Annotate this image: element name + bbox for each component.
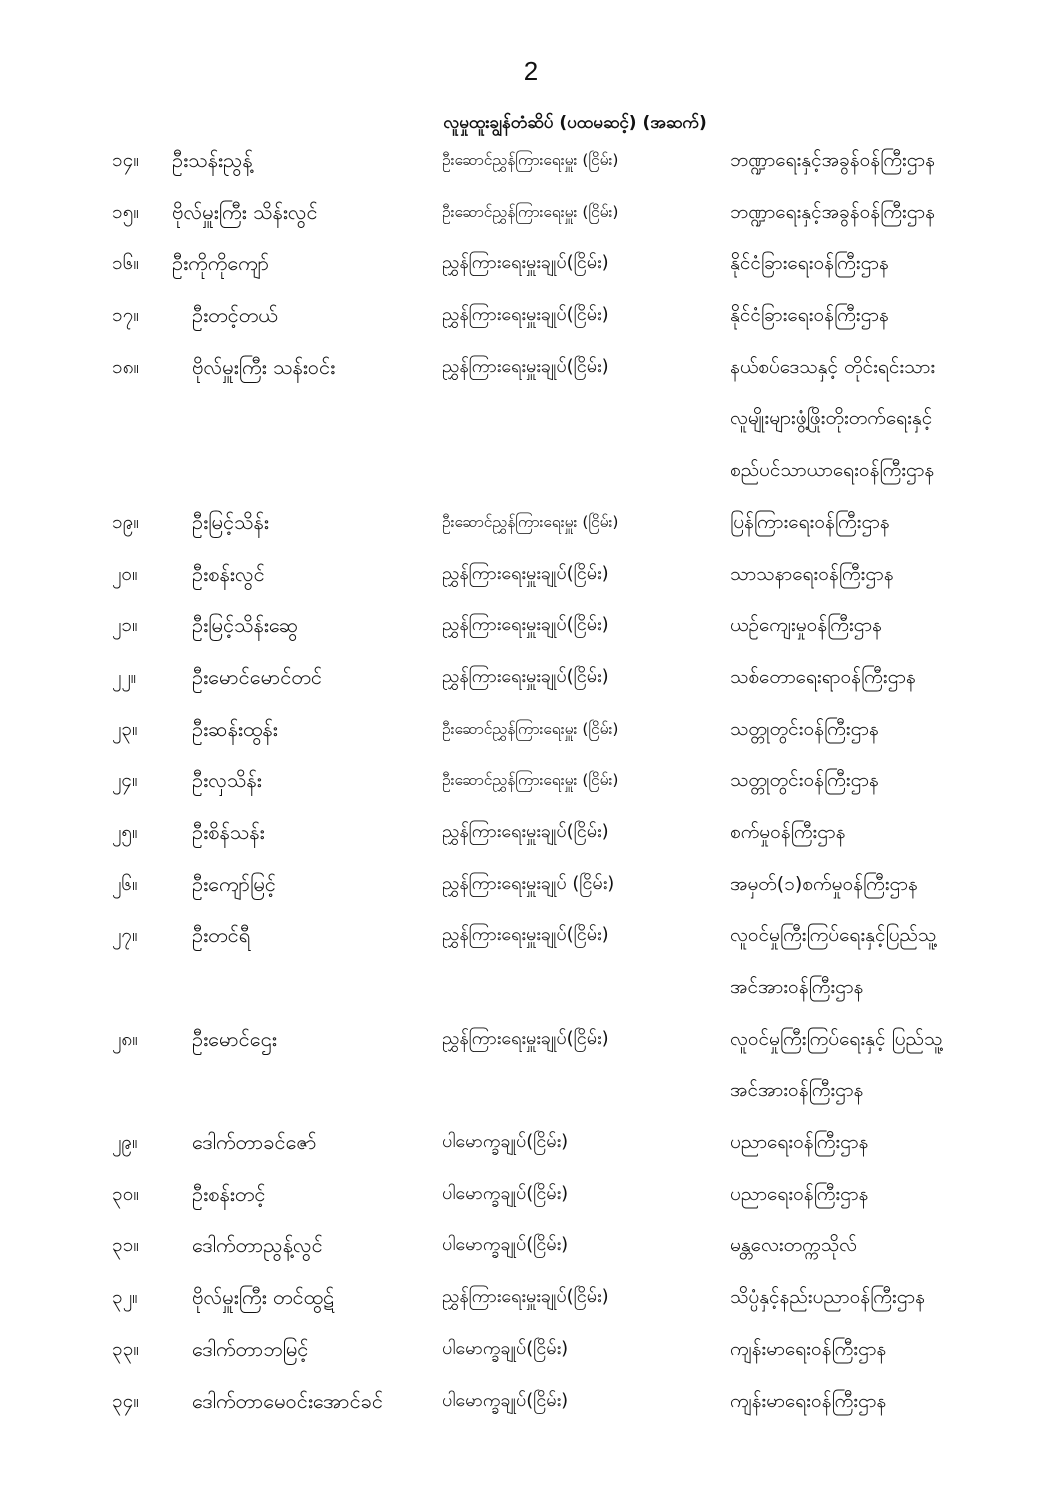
list-item-line [0,1379,1062,1431]
list-item [0,1017,1062,1120]
recipient-name: ဦးစိန်သန်း [192,819,265,844]
recipient-rank: ဦးဆောင်ညွှန်ကြားရေးမှူး (ငြိမ်း) [442,202,619,221]
recipient-rank: ဦးဆောင်ညွှန်ကြားရေးမှူး (ငြိမ်း) [442,151,619,169]
list-item [0,707,1062,759]
list-item [0,190,1062,242]
list-item-line [0,1327,1062,1379]
recipient-rank: ညွှန်ကြားရေးမှူးချုပ်(ငြိမ်း) [442,252,609,274]
item-number: ၁၆။ [112,252,140,275]
list-item [0,241,1062,293]
page-number: 2 [523,56,539,86]
list-item-continuation [0,448,1062,500]
award-list [0,138,1062,1430]
recipient-rank: ညွှန်ကြားရေးမှူးချုပ် (ငြိမ်း) [442,872,615,894]
item-number: ၂၅။ [112,820,138,843]
list-item [0,138,1062,190]
recipient-rank: ဦးဆောင်ညွှန်ကြားရေးမှူး (ငြိမ်း) [442,719,619,738]
recipient-rank: ပါမောက္ခချုပ်(ငြိမ်း) [442,1337,569,1359]
list-item [0,603,1062,655]
list-item [0,862,1062,914]
list-item [0,913,1062,1016]
list-item-line [0,707,1062,759]
recipient-ministry-continued: အင်အားဝန်ကြီးဌာန [730,1079,864,1102]
recipient-ministry: ကျန်းမာရေးဝန်ကြီးဌာန [730,1337,887,1360]
recipient-ministry-continued: အင်အားဝန်ကြီးဌာန [730,976,864,998]
recipient-rank: ညွှန်ကြားရေးမှူးချုပ်(ငြိမ်း) [442,562,609,584]
item-number: ၃၃။ [112,1337,140,1360]
recipient-name: ဒေါက်တာမေဝင်းအောင်ခင် [192,1388,384,1413]
list-item [0,500,1062,552]
list-item-line [0,603,1062,655]
recipient-ministry: သိပ္ပံနှင့်နည်းပညာဝန်ကြီးဌာန [730,1286,925,1309]
list-item [0,758,1062,810]
recipient-ministry: ပညာရေးဝန်ကြီးဌာန [730,1131,869,1154]
recipient-rank: ညွှန်ကြားရေးမှူးချုပ်(ငြိမ်း) [442,924,609,946]
recipient-ministry: မန္တလေးတက္ကသိုလ် [730,1234,857,1257]
item-number: ၂၀။ [112,562,138,585]
recipient-name: ဒေါက်တာဘမြင့် [192,1336,309,1361]
recipient-name: ဦးလှသိန်း [192,768,262,793]
list-item [0,810,1062,862]
list-item [0,1379,1062,1431]
item-number: ၁၅။ [112,200,140,223]
item-number: ၂၂။ [112,665,137,688]
page-heading: လူမှုထူးချွန်တံဆိပ် (ပထမဆင့်) (အဆက်) [443,113,707,133]
recipient-name: ဒေါက်တာညွန့်လွင် [192,1233,323,1258]
item-number: ၂၃။ [112,717,138,740]
recipient-ministry: သာသနာရေးဝန်ကြီးဌာန [730,562,894,585]
recipient-ministry: အမှတ်(၁)စက်မှုဝန်ကြီးဌာန [730,872,918,895]
recipient-ministry: ဘဏ္ဍာရေးနှင့်အခွန်ဝန်ကြီးဌာန [730,200,935,223]
list-item-line [0,1275,1062,1327]
item-number: ၁၄။ [112,149,140,171]
recipient-ministry: ကျန်းမာရေးဝန်ကြီးဌာန [730,1389,887,1412]
item-number: ၁၇။ [112,304,140,327]
recipient-rank: ဦးဆောင်ညွှန်ကြားရေးမှူး (ငြိမ်း) [442,771,619,790]
recipient-name: ဦးမောင်မောင်တင် [192,664,322,689]
recipient-rank: ညွှန်ကြားရေးမှူးချုပ်(ငြိမ်း) [442,665,609,687]
recipient-ministry: နိုင်ငံခြားရေးဝန်ကြီးဌာန [730,304,889,327]
recipient-rank: ပါမောက္ခချုပ်(ငြိမ်း) [442,1182,569,1204]
recipient-ministry-continued: စည်ပင်သာယာရေးဝန်ကြီးဌာန [730,459,935,482]
list-item-line [0,500,1062,552]
recipient-name: ဦးစန်းတင့် [192,1181,266,1206]
item-number: ၃၁။ [112,1234,140,1257]
list-item-line [0,138,1062,190]
item-number: ၃၄။ [112,1389,140,1412]
item-number: ၁၈။ [112,355,140,378]
list-item-continuation [0,1068,1062,1120]
item-number: ၂၁။ [112,614,138,637]
recipient-ministry: သစ်တောရေးရာဝန်ကြီးဌာန [730,665,916,688]
item-number: ၃၂။ [112,1286,138,1309]
recipient-name: ဦးမြင့်သိန်းဆွေ [192,613,299,638]
recipient-rank: ညွှန်ကြားရေးမှူးချုပ်(ငြိမ်း) [442,820,609,842]
list-item [0,1223,1062,1275]
list-item-continuation [0,396,1062,448]
recipient-name: ဦးသန်းညွန့် [172,148,253,172]
recipient-name: ဦးကျော်မြင့် [192,871,276,896]
list-item-line [0,810,1062,862]
item-number: ၂၄။ [112,769,138,792]
recipient-rank: ညွှန်ကြားရေးမှူးချုပ်(ငြိမ်း) [442,1286,609,1308]
recipient-rank: ပါမောက္ခချုပ်(ငြိမ်း) [442,1234,569,1256]
list-item-line [0,758,1062,810]
recipient-ministry-continued: လူမျိုးများဖွံ့ဖြိုးတိုးတက်ရေးနှင့် [730,407,933,430]
list-item [0,293,1062,345]
list-item-line [0,1120,1062,1172]
recipient-ministry: နိုင်ငံခြားရေးဝန်ကြီးဌာန [730,252,889,275]
recipient-name: ဒေါက်တာခင်ဇော် [192,1130,317,1155]
list-item-line [0,862,1062,914]
recipient-name: ဗိုလ်မှူးကြီး သန်းဝင်း [192,354,336,379]
item-number: ၂၆။ [112,872,138,895]
recipient-ministry: ပြန်ကြားရေးဝန်ကြီးဌာန [730,510,890,533]
recipient-name: ဦးတင်ရီ [192,923,251,948]
list-item-line [0,913,1062,965]
recipient-ministry: ယဉ်ကျေးမှုဝန်ကြီးဌာန [730,614,882,637]
recipient-ministry: နယ်စပ်ဒေသနှင့် တိုင်းရင်းသား [730,355,936,378]
list-item-line [0,190,1062,242]
recipient-rank: ညွှန်ကြားရေးမှူးချုပ်(ငြိမ်း) [442,1027,609,1049]
recipient-name: ဦးဆန်းထွန်း [192,716,278,741]
recipient-ministry: လူဝင်မှုကြီးကြပ်ရေးနှင့် ပြည်သူ့ [730,1027,943,1050]
recipient-rank: ညွှန်ကြားရေးမှူးချုပ်(ငြိမ်း) [442,614,609,636]
item-number: ၂၉။ [112,1131,138,1154]
recipient-ministry: ပညာရေးဝန်ကြီးဌာန [730,1182,869,1205]
recipient-rank: ညွှန်ကြားရေးမှူးချုပ်(ငြိမ်း) [442,304,609,326]
recipient-name: ဦးတင့်တယ် [192,303,278,328]
recipient-rank: ညွှန်ကြားရေးမှူးချုပ်(ငြိမ်း) [442,355,609,377]
list-item [0,655,1062,707]
item-number: ၂၈။ [112,1027,138,1050]
list-item [0,1327,1062,1379]
list-item [0,552,1062,604]
list-item-continuation [0,965,1062,1017]
list-item-line [0,1223,1062,1275]
recipient-name: ဦးကိုကိုကျော် [172,251,270,276]
recipient-ministry: လူဝင်မှုကြီးကြပ်ရေးနှင့်ပြည်သူ့ [730,924,937,947]
recipient-rank: ပါမောက္ခချုပ်(ငြိမ်း) [442,1389,569,1411]
recipient-rank: ပါမောက္ခချုပ်(ငြိမ်း) [442,1131,569,1153]
recipient-name: ဦးမောင်ဌေး [192,1026,277,1051]
recipient-ministry: သတ္တုတွင်းဝန်ကြီးဌာန [730,717,879,740]
list-item-line [0,1172,1062,1224]
recipient-name: ဦးစန်းလွင် [192,561,265,586]
recipient-ministry: သတ္တုတွင်းဝန်ကြီးဌာန [730,769,879,792]
recipient-name: ဦးမြင့်သိန်း [192,509,269,534]
list-item-line [0,1017,1062,1069]
recipient-ministry: စက်မှုဝန်ကြီးဌာန [730,820,846,843]
list-item-line [0,293,1062,345]
recipient-ministry: ဘဏ္ဍာရေးနှင့်အခွန်ဝန်ကြီးဌာန [730,149,935,171]
list-item-line [0,552,1062,604]
list-item [0,1120,1062,1172]
recipient-name: ဗိုလ်မှူးကြီး တင်ထွဋ် [192,1285,335,1310]
list-item [0,1275,1062,1327]
recipient-name: ဗိုလ်မှူးကြီး သိန်းလွင် [172,199,318,224]
item-number: ၂၇။ [112,924,138,947]
list-item [0,345,1062,500]
list-item-line [0,345,1062,397]
list-item [0,1172,1062,1224]
list-item-line [0,655,1062,707]
item-number: ၁၉။ [112,510,140,533]
item-number: ၃၀။ [112,1182,140,1205]
recipient-rank: ဦးဆောင်ညွှန်ကြားရေးမှူး (ငြိမ်း) [442,512,619,531]
list-item-line [0,241,1062,293]
